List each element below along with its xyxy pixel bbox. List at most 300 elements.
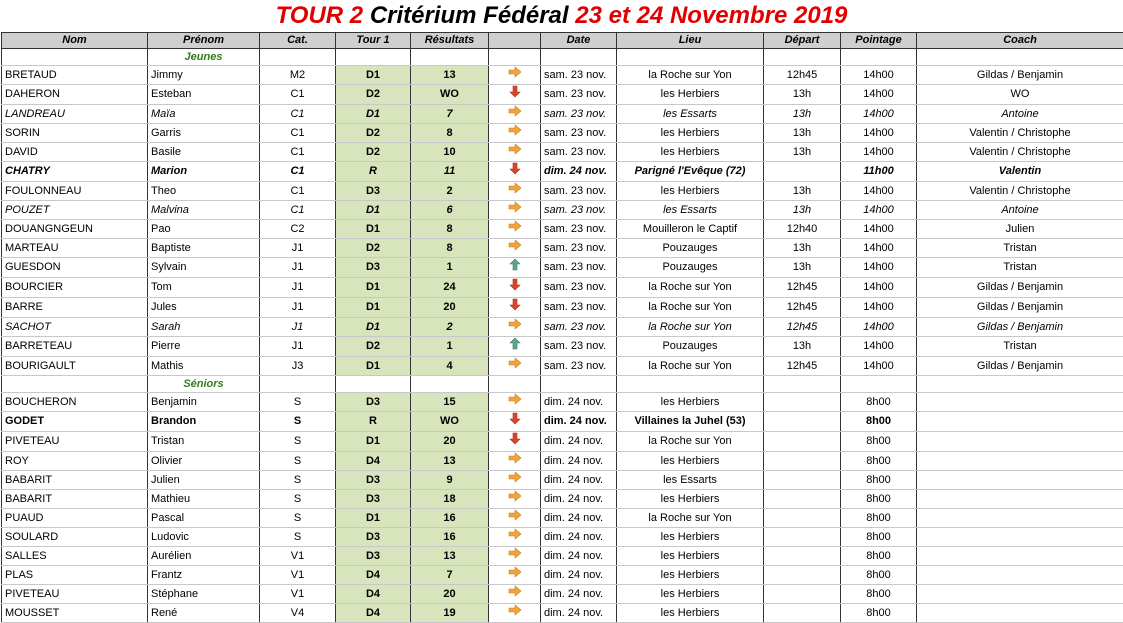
right-arrow-icon [508, 547, 522, 565]
cell-pointage: 8h00 [841, 604, 917, 623]
cell-pointage: 14h00 [841, 357, 917, 376]
cell-prenom: Mathis [148, 357, 260, 376]
cell-nom: SORIN [2, 124, 148, 143]
section-empty-cell [917, 376, 1123, 393]
table-row [2, 220, 1123, 239]
cell-cat: J3 [260, 357, 336, 376]
section-empty-cell [489, 49, 541, 66]
cell-prenom: Sarah [148, 318, 260, 337]
cell-resultat: 20 [411, 585, 489, 604]
cell-pointage: 14h00 [841, 105, 917, 124]
cell-lieu: Parigné l'Evêque (72) [617, 162, 764, 182]
cell-cat: C1 [260, 182, 336, 201]
cell-depart [764, 452, 841, 471]
cell-pointage: 11h00 [841, 162, 917, 182]
right-arrow-icon [508, 239, 522, 257]
cell-cat: C1 [260, 124, 336, 143]
cell-resultat: 8 [411, 124, 489, 143]
cell-trend [489, 393, 541, 412]
cell-cat: C1 [260, 201, 336, 220]
cell-cat: J1 [260, 298, 336, 318]
cell-prenom: Jules [148, 298, 260, 318]
cell-lieu: la Roche sur Yon [617, 298, 764, 318]
cell-tour1: D4 [336, 585, 411, 604]
section-label: Séniors [148, 376, 260, 393]
cell-trend [489, 509, 541, 528]
cell-trend [489, 490, 541, 509]
table-row [2, 509, 1123, 528]
cell-prenom: Benjamin [148, 393, 260, 412]
cell-trend [489, 143, 541, 162]
table-row [2, 490, 1123, 509]
table-row [2, 452, 1123, 471]
cell-cat: V1 [260, 585, 336, 604]
cell-cat: S [260, 452, 336, 471]
cell-trend [489, 528, 541, 547]
cell-cat: S [260, 490, 336, 509]
cell-tour1: D2 [336, 124, 411, 143]
right-arrow-icon [508, 471, 522, 489]
cell-pointage: 8h00 [841, 528, 917, 547]
down-arrow-icon [509, 432, 521, 451]
cell-cat: S [260, 528, 336, 547]
cell-pointage: 14h00 [841, 66, 917, 85]
cell-date: dim. 24 nov. [541, 566, 617, 585]
cell-cat: C1 [260, 162, 336, 182]
cell-date: dim. 24 nov. [541, 585, 617, 604]
title-criterium: Critérium Fédéral [370, 2, 569, 29]
cell-nom: BARRETEAU [2, 337, 148, 357]
cell-resultat: 15 [411, 393, 489, 412]
cell-date: sam. 23 nov. [541, 298, 617, 318]
cell-lieu: Pouzauges [617, 258, 764, 278]
cell-depart [764, 585, 841, 604]
cell-lieu: les Herbiers [617, 182, 764, 201]
cell-date: dim. 24 nov. [541, 509, 617, 528]
cell-lieu: la Roche sur Yon [617, 66, 764, 85]
cell-trend [489, 604, 541, 623]
cell-tour1: D2 [336, 85, 411, 105]
cell-nom: SALLES [2, 547, 148, 566]
cell-tour1: D3 [336, 258, 411, 278]
cell-lieu: les Herbiers [617, 85, 764, 105]
table-row [2, 278, 1123, 298]
cell-date: dim. 24 nov. [541, 490, 617, 509]
cell-date: sam. 23 nov. [541, 318, 617, 337]
cell-trend [489, 201, 541, 220]
cell-date: sam. 23 nov. [541, 105, 617, 124]
table-row [2, 66, 1123, 85]
section-empty-cell [541, 376, 617, 393]
cell-coach: Valentin [917, 162, 1123, 182]
cell-date: dim. 24 nov. [541, 604, 617, 623]
cell-pointage: 8h00 [841, 566, 917, 585]
cell-tour1: D3 [336, 393, 411, 412]
cell-nom: BABARIT [2, 471, 148, 490]
cell-trend [489, 124, 541, 143]
cell-lieu: la Roche sur Yon [617, 278, 764, 298]
cell-tour1: D1 [336, 201, 411, 220]
cell-tour1: D3 [336, 490, 411, 509]
cell-resultat: 16 [411, 509, 489, 528]
cell-date: sam. 23 nov. [541, 124, 617, 143]
cell-date: dim. 24 nov. [541, 452, 617, 471]
cell-cat: C1 [260, 105, 336, 124]
right-arrow-icon [508, 318, 522, 336]
table-row [2, 604, 1123, 623]
cell-depart [764, 604, 841, 623]
right-arrow-icon [508, 201, 522, 219]
cell-lieu: les Herbiers [617, 143, 764, 162]
cell-depart [764, 547, 841, 566]
cell-date: sam. 23 nov. [541, 143, 617, 162]
cell-coach: Gildas / Benjamin [917, 66, 1123, 85]
cell-coach [917, 412, 1123, 432]
cell-pointage: 14h00 [841, 258, 917, 278]
cell-cat: C1 [260, 143, 336, 162]
table-row [2, 162, 1123, 182]
header-lieu: Lieu [617, 33, 764, 49]
cell-resultat: 7 [411, 566, 489, 585]
section-empty-cell [2, 376, 148, 393]
section-empty-cell [336, 49, 411, 66]
header-cat: Cat. [260, 33, 336, 49]
cell-resultat: 8 [411, 239, 489, 258]
cell-prenom: Aurélien [148, 547, 260, 566]
cell-prenom: Frantz [148, 566, 260, 585]
cell-nom: BOUCHERON [2, 393, 148, 412]
cell-lieu: la Roche sur Yon [617, 509, 764, 528]
cell-date: dim. 24 nov. [541, 412, 617, 432]
cell-trend [489, 432, 541, 452]
header-trend [489, 33, 541, 49]
down-arrow-icon [509, 85, 521, 104]
cell-pointage: 14h00 [841, 182, 917, 201]
cell-trend [489, 239, 541, 258]
cell-prenom: Basile [148, 143, 260, 162]
right-arrow-icon [508, 566, 522, 584]
cell-date: sam. 23 nov. [541, 239, 617, 258]
cell-cat: J1 [260, 337, 336, 357]
cell-trend [489, 162, 541, 182]
cell-pointage: 14h00 [841, 298, 917, 318]
cell-depart [764, 566, 841, 585]
right-arrow-icon [508, 509, 522, 527]
cell-depart [764, 509, 841, 528]
cell-resultat: 2 [411, 182, 489, 201]
cell-pointage: 14h00 [841, 143, 917, 162]
section-empty-cell [617, 49, 764, 66]
cell-resultat: 1 [411, 258, 489, 278]
results-table [1, 32, 1123, 623]
cell-nom: BABARIT [2, 490, 148, 509]
cell-coach: Gildas / Benjamin [917, 278, 1123, 298]
cell-lieu: les Herbiers [617, 452, 764, 471]
cell-coach: WO [917, 85, 1123, 105]
cell-trend [489, 298, 541, 318]
cell-resultat: 11 [411, 162, 489, 182]
cell-depart: 12h45 [764, 278, 841, 298]
cell-date: sam. 23 nov. [541, 220, 617, 239]
cell-depart [764, 471, 841, 490]
cell-depart: 12h40 [764, 220, 841, 239]
cell-pointage: 8h00 [841, 490, 917, 509]
cell-depart: 13h [764, 124, 841, 143]
cell-depart: 12h45 [764, 357, 841, 376]
cell-prenom: Pascal [148, 509, 260, 528]
table-row [2, 471, 1123, 490]
cell-prenom: Ludovic [148, 528, 260, 547]
cell-pointage: 8h00 [841, 393, 917, 412]
cell-prenom: Esteban [148, 85, 260, 105]
cell-coach: Antoine [917, 201, 1123, 220]
cell-cat: C2 [260, 220, 336, 239]
cell-nom: PIVETEAU [2, 432, 148, 452]
cell-date: sam. 23 nov. [541, 201, 617, 220]
cell-nom: ROY [2, 452, 148, 471]
cell-date: sam. 23 nov. [541, 85, 617, 105]
section-empty-cell [617, 376, 764, 393]
cell-tour1: R [336, 162, 411, 182]
cell-nom: BARRE [2, 298, 148, 318]
cell-coach [917, 509, 1123, 528]
cell-trend [489, 278, 541, 298]
cell-coach: Tristan [917, 239, 1123, 258]
cell-lieu: Pouzauges [617, 337, 764, 357]
cell-prenom: Pao [148, 220, 260, 239]
cell-prenom: Marion [148, 162, 260, 182]
header-coach: Coach [917, 33, 1123, 49]
down-arrow-icon [509, 412, 521, 431]
right-arrow-icon [508, 182, 522, 200]
cell-prenom: Jimmy [148, 66, 260, 85]
cell-tour1: D3 [336, 471, 411, 490]
cell-prenom: Julien [148, 471, 260, 490]
cell-pointage: 8h00 [841, 412, 917, 432]
cell-tour1: R [336, 412, 411, 432]
cell-nom: SOULARD [2, 528, 148, 547]
cell-pointage: 14h00 [841, 239, 917, 258]
table-row [2, 143, 1123, 162]
cell-nom: GODET [2, 412, 148, 432]
cell-nom: POUZET [2, 201, 148, 220]
cell-depart: 13h [764, 85, 841, 105]
table-row [2, 85, 1123, 105]
cell-lieu: les Essarts [617, 105, 764, 124]
cell-date: dim. 24 nov. [541, 162, 617, 182]
right-arrow-icon [508, 585, 522, 603]
cell-depart: 12h45 [764, 66, 841, 85]
cell-prenom: Sylvain [148, 258, 260, 278]
section-empty-cell [260, 376, 336, 393]
cell-depart [764, 393, 841, 412]
right-arrow-icon [508, 452, 522, 470]
cell-coach [917, 547, 1123, 566]
cell-lieu: Villaines la Juhel (53) [617, 412, 764, 432]
cell-nom: LANDREAU [2, 105, 148, 124]
cell-depart [764, 490, 841, 509]
cell-pointage: 14h00 [841, 337, 917, 357]
cell-cat: J1 [260, 318, 336, 337]
table-row [2, 393, 1123, 412]
cell-tour1: D4 [336, 604, 411, 623]
page-title [0, 0, 1123, 32]
down-arrow-icon [509, 298, 521, 317]
cell-cat: S [260, 432, 336, 452]
cell-prenom: Tom [148, 278, 260, 298]
cell-lieu: la Roche sur Yon [617, 357, 764, 376]
cell-coach [917, 528, 1123, 547]
cell-tour1: D1 [336, 357, 411, 376]
cell-coach: Valentin / Christophe [917, 124, 1123, 143]
cell-nom: GUESDON [2, 258, 148, 278]
right-arrow-icon [508, 490, 522, 508]
section-empty-cell [411, 376, 489, 393]
cell-prenom: René [148, 604, 260, 623]
cell-resultat: 10 [411, 143, 489, 162]
title-dates: 23 et 24 Novembre 2019 [575, 2, 847, 29]
cell-resultat: 13 [411, 452, 489, 471]
cell-nom: MOUSSET [2, 604, 148, 623]
cell-pointage: 8h00 [841, 509, 917, 528]
cell-tour1: D1 [336, 105, 411, 124]
cell-depart: 13h [764, 105, 841, 124]
cell-coach [917, 604, 1123, 623]
header-nom: Nom [2, 33, 148, 49]
cell-lieu: les Herbiers [617, 604, 764, 623]
right-arrow-icon [508, 66, 522, 84]
table-row [2, 298, 1123, 318]
cell-resultat: 20 [411, 298, 489, 318]
cell-tour1: D3 [336, 547, 411, 566]
cell-date: dim. 24 nov. [541, 528, 617, 547]
cell-trend [489, 471, 541, 490]
cell-trend [489, 547, 541, 566]
cell-trend [489, 182, 541, 201]
table-row [2, 547, 1123, 566]
cell-resultat: 1 [411, 337, 489, 357]
table-row [2, 528, 1123, 547]
table-row [2, 318, 1123, 337]
cell-pointage: 14h00 [841, 278, 917, 298]
cell-prenom: Baptiste [148, 239, 260, 258]
cell-prenom: Olivier [148, 452, 260, 471]
table-row [2, 239, 1123, 258]
cell-lieu: les Herbiers [617, 585, 764, 604]
header-depart: Départ [764, 33, 841, 49]
cell-depart [764, 162, 841, 182]
header-pointage: Pointage [841, 33, 917, 49]
section-empty-cell [260, 49, 336, 66]
cell-lieu: les Herbiers [617, 547, 764, 566]
cell-depart: 13h [764, 201, 841, 220]
cell-nom: FOULONNEAU [2, 182, 148, 201]
cell-depart [764, 528, 841, 547]
cell-pointage: 8h00 [841, 547, 917, 566]
cell-nom: BOURCIER [2, 278, 148, 298]
cell-coach [917, 471, 1123, 490]
cell-tour1: D4 [336, 452, 411, 471]
right-arrow-icon [508, 393, 522, 411]
section-row [2, 49, 1123, 66]
cell-tour1: D1 [336, 318, 411, 337]
cell-coach: Tristan [917, 337, 1123, 357]
cell-coach: Gildas / Benjamin [917, 298, 1123, 318]
cell-tour1: D1 [336, 278, 411, 298]
right-arrow-icon [508, 220, 522, 238]
right-arrow-icon [508, 357, 522, 375]
title-tour: TOUR 2 [276, 2, 364, 29]
cell-trend [489, 258, 541, 278]
cell-cat: M2 [260, 66, 336, 85]
cell-cat: V4 [260, 604, 336, 623]
section-empty-cell [411, 49, 489, 66]
header-row [2, 33, 1123, 49]
cell-cat: J1 [260, 278, 336, 298]
right-arrow-icon [508, 143, 522, 161]
cell-prenom: Tristan [148, 432, 260, 452]
cell-coach: Gildas / Benjamin [917, 318, 1123, 337]
cell-nom: BOURIGAULT [2, 357, 148, 376]
cell-depart: 12h45 [764, 318, 841, 337]
cell-cat: S [260, 412, 336, 432]
cell-trend [489, 452, 541, 471]
cell-coach [917, 566, 1123, 585]
right-arrow-icon [508, 604, 522, 622]
cell-date: sam. 23 nov. [541, 357, 617, 376]
cell-tour1: D2 [336, 337, 411, 357]
cell-resultat: 6 [411, 201, 489, 220]
cell-tour1: D2 [336, 239, 411, 258]
section-empty-cell [541, 49, 617, 66]
cell-coach: Valentin / Christophe [917, 143, 1123, 162]
cell-depart [764, 412, 841, 432]
cell-pointage: 8h00 [841, 452, 917, 471]
header-tour1: Tour 1 [336, 33, 411, 49]
cell-nom: PUAUD [2, 509, 148, 528]
cell-cat: C1 [260, 85, 336, 105]
cell-trend [489, 412, 541, 432]
cell-trend [489, 585, 541, 604]
cell-resultat: 18 [411, 490, 489, 509]
cell-resultat: 8 [411, 220, 489, 239]
cell-date: dim. 24 nov. [541, 547, 617, 566]
cell-pointage: 8h00 [841, 432, 917, 452]
cell-tour1: D4 [336, 566, 411, 585]
cell-cat: V1 [260, 566, 336, 585]
cell-tour1: D1 [336, 66, 411, 85]
cell-resultat: 19 [411, 604, 489, 623]
cell-cat: V1 [260, 547, 336, 566]
section-row [2, 376, 1123, 393]
cell-nom: DAVID [2, 143, 148, 162]
cell-prenom: Mathieu [148, 490, 260, 509]
right-arrow-icon [508, 124, 522, 142]
table-row [2, 432, 1123, 452]
section-label: Jeunes [148, 49, 260, 66]
cell-nom: CHATRY [2, 162, 148, 182]
cell-cat: J1 [260, 239, 336, 258]
cell-cat: S [260, 393, 336, 412]
cell-pointage: 14h00 [841, 124, 917, 143]
header-resultats: Résultats [411, 33, 489, 49]
down-arrow-icon [509, 278, 521, 297]
cell-coach [917, 490, 1123, 509]
cell-prenom: Brandon [148, 412, 260, 432]
cell-resultat: 4 [411, 357, 489, 376]
cell-nom: DAHERON [2, 85, 148, 105]
cell-prenom: Maïa [148, 105, 260, 124]
